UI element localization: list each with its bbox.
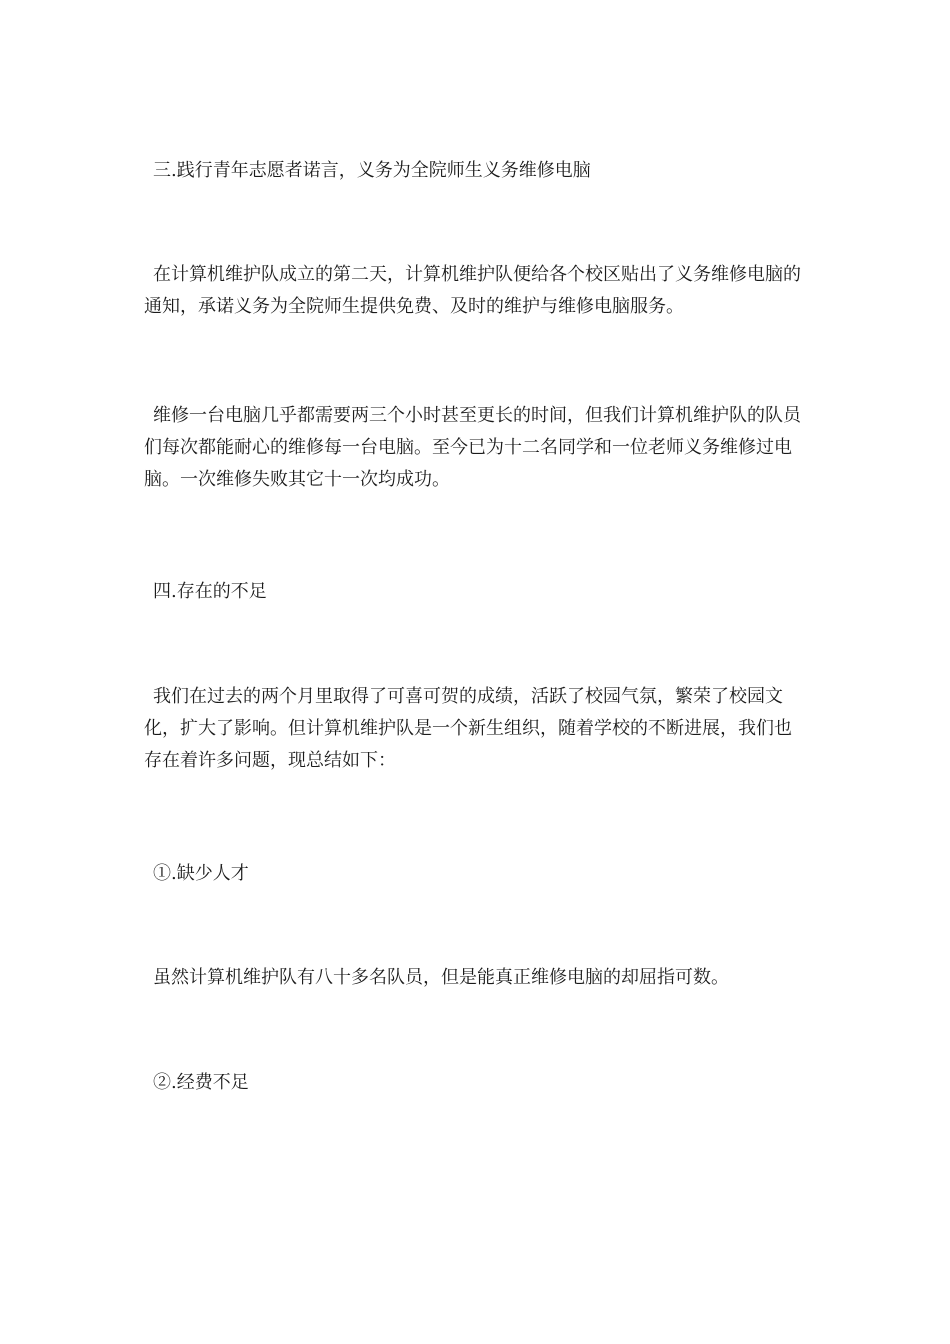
- item-2-title: ②.经费不足: [153, 1072, 249, 1093]
- section-three-paragraph-2: 维修一台电脑几乎都需要两三个小时甚至更长的时间，但我们计算机维护队的队员们每次都能耐心的维修每一台电脑。至今已为十二名同学和一位老师义务维修过电脑。一次维修失败其它十一次均成功。: [144, 405, 801, 490]
- section-four-heading: 四.存在的不足: [153, 581, 267, 602]
- item-1-title: ①.缺少人才: [153, 863, 249, 884]
- section-three-heading: 三.践行青年志愿者诺言，义务为全院师生义务维修电脑: [153, 160, 591, 181]
- section-three-paragraph-1: 在计算机维护队成立的第二天，计算机维护队便给各个校区贴出了义务维修电脑的通知，承诺义务为全院师生提供免费、及时的维护与维修电脑服务。: [144, 264, 801, 317]
- item-1-text: 虽然计算机维护队有八十多名队员，但是能真正维修电脑的却屈指可数。: [153, 967, 729, 988]
- section-four-intro: 我们在过去的两个月里取得了可喜可贺的成绩，活跃了校园气氛，繁荣了校园文化，扩大了影响。但计算机维护队是一个新生组织，随着学校的不断进展，我们也存在着许多问题，现总结如下：: [144, 686, 792, 771]
